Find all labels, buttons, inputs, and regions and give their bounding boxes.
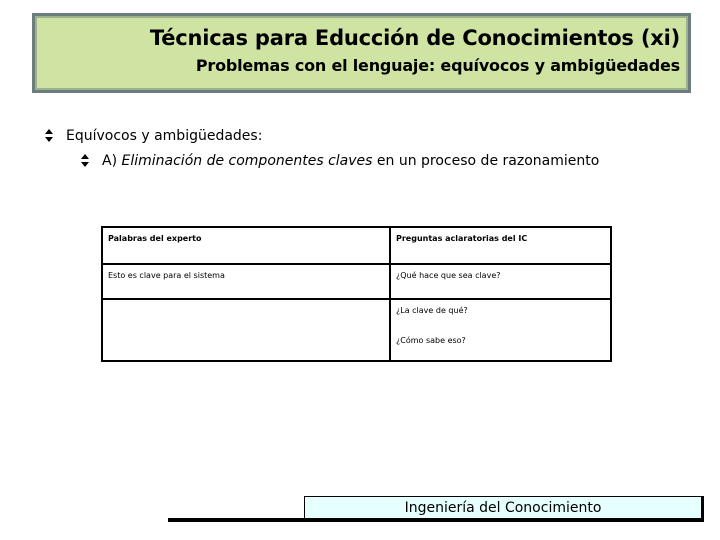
footer-rule: [168, 518, 308, 522]
title-box: [32, 13, 691, 93]
bullet-text-2: [102, 153, 599, 169]
slide-subtitle: Problemas con el lenguaje: equívocos y ambigüedades: [195, 56, 680, 75]
footer-label: Ingeniería del Conocimiento: [304, 496, 704, 522]
table-cell: [103, 330, 389, 342]
diamond-arrows-bullet-icon: [44, 128, 54, 144]
table-header-expert: Palabras del experto: [108, 234, 202, 243]
bullet-text-1: Equívocos y ambigüedades:: [66, 128, 263, 144]
diamond-arrows-bullet-icon: [80, 153, 90, 169]
table-cell: ¿Qué hace que sea clave?: [396, 271, 501, 280]
expert-questions-table: [101, 226, 612, 362]
bullet-item-2: [80, 153, 599, 169]
slide-title: Técnicas para Educción de Conocimientos (xi): [149, 26, 680, 50]
table-header-questions: Preguntas aclaratorias del IC: [396, 234, 528, 243]
table-cell: ¿La clave de qué?: [396, 306, 468, 315]
table-cell: [103, 300, 389, 312]
table-cell: ¿Cómo sabe eso?: [396, 336, 466, 345]
bullet-2-prefix: A): [102, 153, 122, 169]
table-cell: Esto es clave para el sistema: [108, 271, 225, 280]
bullet-2-suffix: en un proceso de razonamiento: [372, 153, 600, 169]
bullet-2-italic: Eliminación de componentes claves: [121, 153, 373, 169]
bullet-item-1: [44, 128, 262, 144]
